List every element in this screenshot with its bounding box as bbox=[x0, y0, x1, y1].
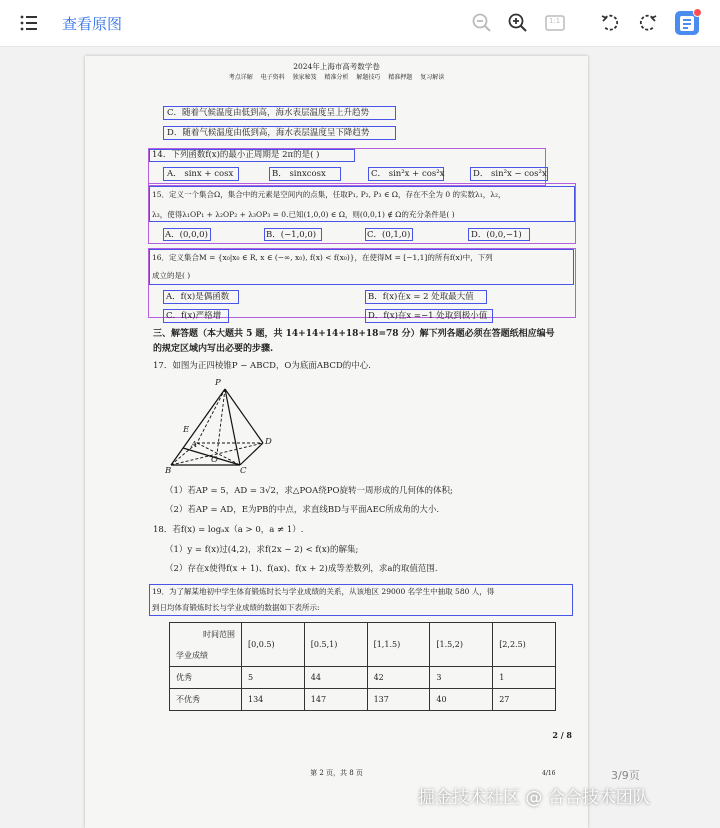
paper-title: 2024年上海市高考数学卷 bbox=[293, 62, 380, 71]
label-a: A bbox=[191, 440, 198, 450]
q19-line2: 到日均体育锻炼时长与学业成绩的数据如下表所示: bbox=[152, 603, 320, 612]
zoom-in-icon[interactable] bbox=[507, 12, 529, 34]
actual-size-icon[interactable] bbox=[544, 12, 566, 34]
q14-stem: 14．下列函数f(x)的最小正周期是 2π的是( ) bbox=[152, 150, 320, 160]
q14-option-d: D． sin²x − cos²x bbox=[473, 169, 547, 179]
paper-footer: 第 2 页，共 8 页 bbox=[310, 769, 363, 777]
q16-line1: 16．定义集合M = {x₀|x₀ ∈ R, x ∈ (−∞, x₀), f(x) < f(x₀)}，在使得M = [−1,1]的所有f(x)中，下列 bbox=[152, 253, 493, 262]
paper-page-number: 2 / 8 bbox=[552, 730, 572, 740]
table-cell: 1 bbox=[493, 667, 556, 689]
q18-stem: 18．若f(x) = logₐx（a > 0，a ≠ 1）. bbox=[153, 525, 304, 535]
zoom-out-icon[interactable] bbox=[471, 12, 493, 34]
table-cell: 42 bbox=[367, 667, 430, 689]
label-c: C bbox=[240, 466, 247, 476]
q19-line1: 19．为了解某地初中学生体育锻炼时长与学业成绩的关系，从该地区 29000 名学生中抽取 580 人，得 bbox=[152, 587, 495, 596]
table-cell: 5 bbox=[242, 667, 305, 689]
column-header: [2,2.5) bbox=[493, 623, 556, 667]
view-original-button[interactable]: 查看原图 bbox=[62, 15, 123, 33]
list-menu-icon[interactable] bbox=[19, 14, 39, 32]
q15-option-d: D．(0,0,−1) bbox=[471, 230, 522, 240]
data-table bbox=[169, 622, 556, 711]
table-row bbox=[170, 667, 556, 689]
document-app-icon[interactable] bbox=[675, 11, 699, 35]
table-cell: 147 bbox=[304, 689, 367, 711]
q13-option-d: D．随着气候温度由低到高，海水表层温度呈下降趋势 bbox=[167, 128, 370, 138]
column-header: [0,0.5) bbox=[242, 623, 305, 667]
q16-option-d: D．f(x)在x =−1 处取到极小值 bbox=[368, 311, 488, 321]
label-o: O bbox=[211, 455, 218, 465]
q13-option-c: C．随着气候温度由低到高，海水表层温度呈上升趋势 bbox=[167, 108, 370, 118]
section3-line2: 的规定区域内写出必要的步骤. bbox=[153, 344, 274, 354]
q14-option-b: B． sinxcosx bbox=[272, 169, 326, 179]
viewer-toolbar bbox=[0, 0, 720, 47]
watermark: 掘金技术社区 @ 合合技术团队 bbox=[418, 788, 650, 808]
table-cell: 44 bbox=[304, 667, 367, 689]
label-p: P bbox=[215, 378, 221, 388]
paper-footer-right: 4/16 bbox=[542, 770, 556, 777]
pyramid-figure bbox=[165, 378, 275, 480]
actual-size-label: 1:1 bbox=[549, 17, 561, 25]
paper-nav: 考点详解 电子资料 独家秘笈 精准分析 解题技巧 精准押题 复习解读 bbox=[228, 74, 445, 81]
q16-line2: 成立的是( ) bbox=[152, 271, 191, 280]
table-cell: 137 bbox=[367, 689, 430, 711]
label-b: B bbox=[165, 466, 172, 476]
q14-option-a: A． sinx + cosx bbox=[167, 169, 234, 179]
page-indicator: 3/9页 bbox=[611, 769, 640, 782]
row-label: 不优秀 bbox=[170, 689, 242, 711]
header-time-range: 时间范围 bbox=[203, 629, 235, 639]
rotate-right-icon[interactable] bbox=[637, 12, 659, 34]
label-e: E bbox=[183, 425, 190, 435]
q18-part1: （1）y = f(x)过(4,2)，求f(2x − 2) < f(x)的解集; bbox=[165, 545, 359, 555]
exam-page-image bbox=[85, 56, 588, 828]
q17-part2: （2）若AP = AD，E为PB的中点，求直线BD与平面AEC所成角的大小. bbox=[165, 505, 440, 515]
q15-option-b: B．(−1,0,0) bbox=[266, 230, 317, 240]
rotate-left-icon[interactable] bbox=[599, 12, 621, 34]
q15-line1: 15．定义一个集合Ω，集合中的元素是空间内的点集，任取P₁, P₂, P₃ ∈ Ω，存在不全为 0 的实数λ₁，λ₂， bbox=[152, 190, 506, 199]
table-cell: 3 bbox=[430, 667, 493, 689]
column-header: [1.5,2) bbox=[430, 623, 493, 667]
table-header-corner bbox=[170, 623, 242, 667]
notification-dot-icon bbox=[693, 8, 702, 17]
row-label: 优秀 bbox=[170, 667, 242, 689]
label-d: D bbox=[265, 437, 272, 447]
q14-option-c: C． sin²x + cos²x bbox=[371, 169, 445, 179]
q17-part1: （1）若AP = 5，AD = 3√2，求△POA绕PO旋转一周形成的几何体的体积; bbox=[165, 486, 453, 496]
q15-option-a: A．(0,0,0) bbox=[165, 230, 208, 240]
table-cell: 27 bbox=[493, 689, 556, 711]
q16-option-a: A．f(x)是偶函数 bbox=[166, 292, 230, 302]
section3-line1: 三、解答题（本大题共 5 题，共 14+14+14+18+18=78 分）解下列各题必须在答题纸相应编号 bbox=[153, 329, 555, 339]
q17-stem: 17．如图为正四棱锥P − ABCD，O为底面ABCD的中心. bbox=[153, 361, 371, 371]
column-header: [0.5,1) bbox=[304, 623, 367, 667]
q15-line2: λ₃，使得λ₁OP₁ + λ₂OP₂ + λ₃OP₃ = 0.已知(1,0,0) ∈ Ω，则(0,0,1) ∉ Ω的充分条件是( ) bbox=[152, 210, 455, 219]
q18-part2: （2）存在x使得f(x + 1)、f(ax)、f(x + 2)成等差数列，求a的取值范围. bbox=[165, 564, 438, 574]
q16-option-c: C．f(x)严格增 bbox=[166, 311, 222, 321]
table-row bbox=[170, 689, 556, 711]
column-header: [1,1.5) bbox=[367, 623, 430, 667]
header-academic: 学业成绩 bbox=[176, 650, 208, 660]
q16-option-b: B．f(x)在x = 2 处取最大值 bbox=[368, 292, 474, 302]
table-cell: 134 bbox=[242, 689, 305, 711]
table-cell: 40 bbox=[430, 689, 493, 711]
q15-option-c: C．(0,1,0) bbox=[367, 230, 411, 240]
